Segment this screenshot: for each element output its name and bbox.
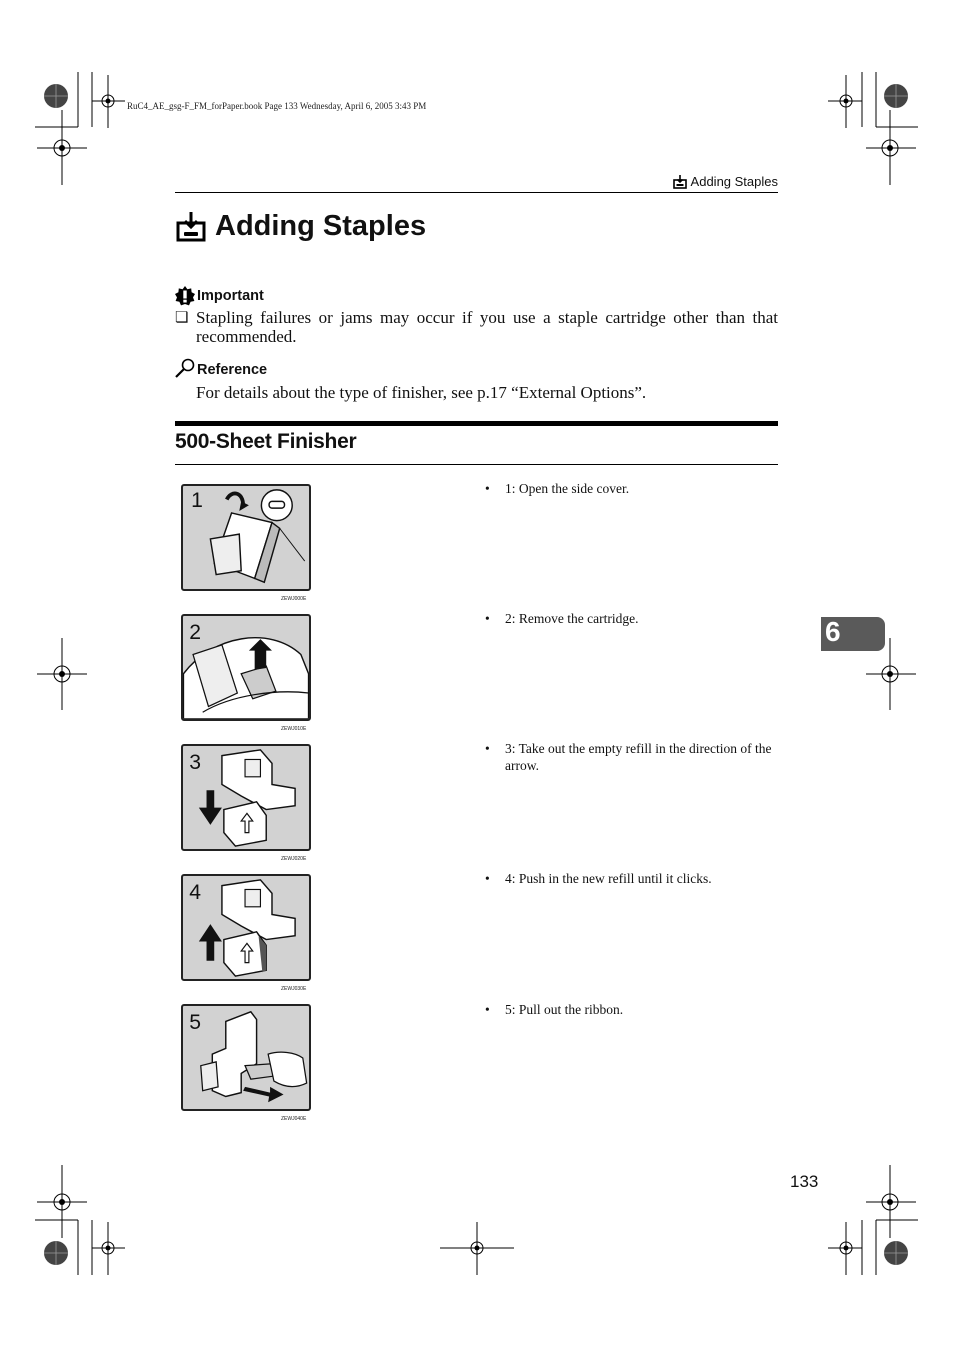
step-3-text xyxy=(485,740,777,774)
important-text: Stapling failures or jams may occur if you use a staple cartridge other than that recommended. xyxy=(196,308,778,346)
step-2-illustration xyxy=(181,614,311,721)
section-rule-top xyxy=(175,421,778,426)
header-rule xyxy=(175,192,778,193)
bullet: • xyxy=(485,871,490,886)
step-3-illustration xyxy=(181,744,311,851)
step-5-description: 5: Pull out the ribbon. xyxy=(505,1002,624,1017)
page-number: 133 xyxy=(790,1172,819,1191)
page-title xyxy=(175,210,426,243)
step-3-number: 3 xyxy=(189,751,201,775)
step-5-number: 5 xyxy=(189,1011,201,1035)
step-4-illustration xyxy=(181,874,311,981)
step-5-code: ZEWJ040E xyxy=(281,1116,307,1122)
step-5-illustration xyxy=(181,1004,311,1111)
step-2-description: 2: Remove the cartridge. xyxy=(505,611,639,626)
step-1-code: ZEWJ000E xyxy=(281,596,307,602)
checkbox-icon: ❏ xyxy=(175,310,189,326)
step-1-description: 1: Open the side cover. xyxy=(505,481,630,496)
staple-icon xyxy=(673,175,687,189)
bullet: • xyxy=(485,1002,490,1017)
step-3-code: ZEWJ020E xyxy=(281,856,307,862)
step-1-illustration xyxy=(181,484,311,591)
bullet: • xyxy=(485,481,490,496)
important-label: Important xyxy=(197,288,264,304)
step-4-text xyxy=(485,870,777,887)
page-title-text: Adding Staples xyxy=(215,210,427,242)
step-2-text xyxy=(485,610,777,627)
print-header: RuC4_AE_gsg-F_FM_forPaper.book Page 133 Wednesday, April 6, 2005 3:43 PM xyxy=(127,101,427,111)
step-1-text xyxy=(485,480,777,497)
step-2-code: ZEWJ010E xyxy=(281,726,307,732)
magnifier-icon xyxy=(175,358,195,378)
important-item xyxy=(175,308,778,346)
staple-icon xyxy=(175,212,207,242)
step-3-description: 3: Take out the empty refill in the direction of the arrow. xyxy=(505,741,772,773)
chapter-number: 6 xyxy=(825,616,841,647)
reference-label: Reference xyxy=(197,362,268,378)
step-4-number: 4 xyxy=(189,881,201,905)
running-header xyxy=(673,174,778,189)
reference-heading xyxy=(175,358,267,378)
step-2-number: 2 xyxy=(189,621,201,645)
section-rule-bottom xyxy=(175,464,778,465)
step-5-text xyxy=(485,1001,777,1018)
bullet: • xyxy=(485,611,490,626)
step-4-description: 4: Push in the new refill until it clicks. xyxy=(505,871,712,886)
step-4-code: ZEWJ030E xyxy=(281,986,307,992)
important-heading xyxy=(175,286,264,306)
section-title: 500-Sheet Finisher xyxy=(175,430,357,453)
reference-text: For details about the type of finisher, see p.17 “External Options”. xyxy=(196,383,647,402)
important-badge-icon xyxy=(175,286,195,306)
bullet: • xyxy=(485,741,490,756)
step-1-number: 1 xyxy=(191,489,203,513)
running-header-text: Adding Staples xyxy=(690,174,778,189)
